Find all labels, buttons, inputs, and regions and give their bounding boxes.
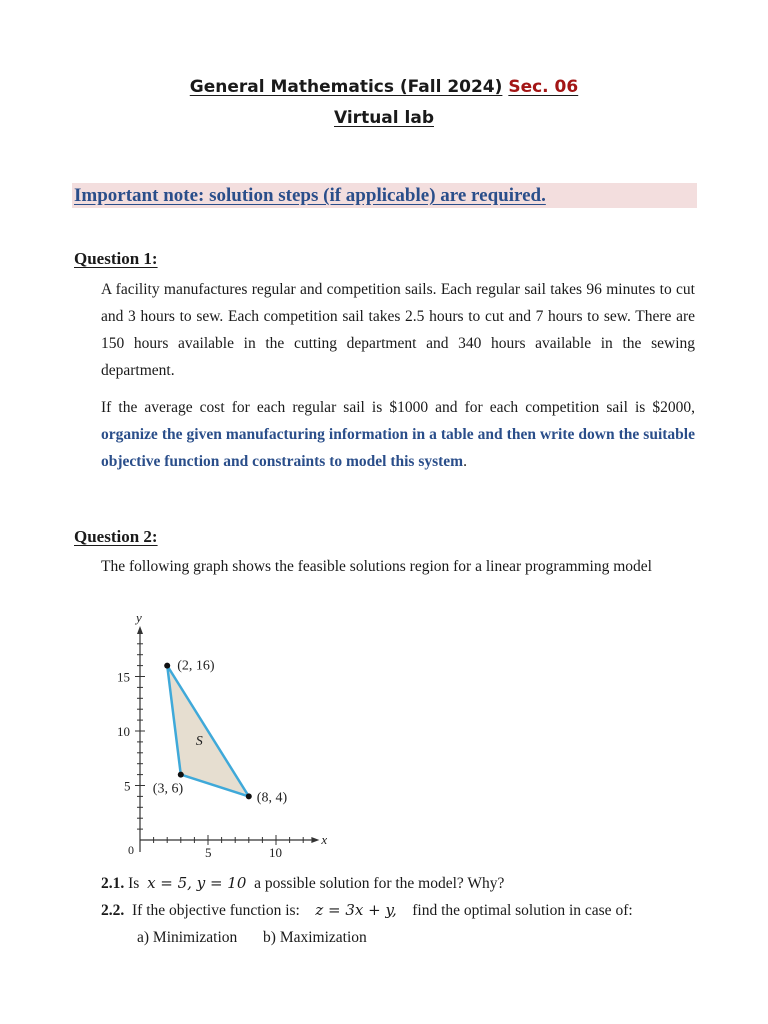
q2-2-post: find the optimal solution in case of:	[412, 902, 633, 919]
feasible-region-graph	[110, 609, 328, 865]
y-tick-label: 5	[124, 778, 131, 794]
subtitle-text: Virtual lab	[334, 108, 434, 128]
vertex-point	[164, 663, 170, 669]
important-note-text: Important note: solution steps (if applicable) are required.	[74, 185, 546, 206]
question-1-heading: Question 1:	[74, 249, 158, 268]
x-tick-label: 10	[269, 845, 282, 860]
question-2-heading: Question 2:	[74, 527, 158, 546]
question-1-paragraph-2	[101, 394, 695, 475]
q2-1-math: x = 5, y = 10	[147, 874, 247, 892]
q2-1-pre: Is	[128, 875, 140, 892]
course-name: General Mathematics (Fall 2024)	[189, 77, 503, 97]
question-1-paragraph-1: A facility manufactures regular and competition sails. Each regular sail takes 96 minutes to cut and 3 hours to sew. Each competition sail takes 2.5 hours to cut and 7 hours to sew. There are 150 hours available in the cutting department and 340 hours available in the sewing department.	[101, 281, 695, 379]
q2-1-number: 2.1.	[101, 875, 125, 892]
document-subtitle	[0, 108, 768, 128]
vertex-label: (8, 4)	[256, 790, 288, 806]
q2-2-math: z = 3x + y,	[315, 901, 397, 919]
option-minimization: a) Minimization	[137, 929, 238, 946]
x-axis-arrow	[311, 837, 319, 843]
question-2-2	[101, 901, 695, 920]
y-axis-label: y	[136, 609, 142, 625]
question-2-intro: The following graph shows the feasible solutions region for a linear programming model	[101, 558, 652, 575]
vertex-label: (3, 6)	[152, 781, 184, 797]
question-2-2-options	[137, 929, 367, 947]
q2-2-pre: If the objective function is:	[132, 902, 300, 919]
y-tick-label: 10	[117, 724, 130, 739]
x-tick-label: 5	[205, 845, 212, 860]
vertex-point	[178, 772, 184, 778]
important-note-banner	[72, 183, 697, 208]
question-2-1	[101, 874, 504, 893]
region-label: S	[195, 734, 203, 750]
q1-period: .	[463, 453, 467, 470]
q2-1-post: a possible solution for the model? Why?	[254, 875, 505, 892]
q1-cost-text: If the average cost for each regular sail is $1000 and for each competition sail is $2000,	[101, 399, 695, 416]
q2-2-number: 2.2.	[101, 902, 125, 919]
vertex-point	[246, 793, 252, 799]
x-axis-label: x	[321, 832, 328, 847]
document-title	[0, 77, 768, 97]
vertex-label: (2, 16)	[177, 658, 215, 674]
option-maximization: b) Maximization	[263, 929, 367, 946]
q1-task-text: organize the given manufacturing information in a table and then write down the suitable objective function and constraints to model this system	[101, 426, 695, 470]
section-number: Sec. 06	[508, 77, 579, 97]
y-axis-arrow	[137, 626, 143, 634]
y-tick-label: 15	[117, 669, 130, 685]
origin-label: 0	[128, 843, 134, 857]
